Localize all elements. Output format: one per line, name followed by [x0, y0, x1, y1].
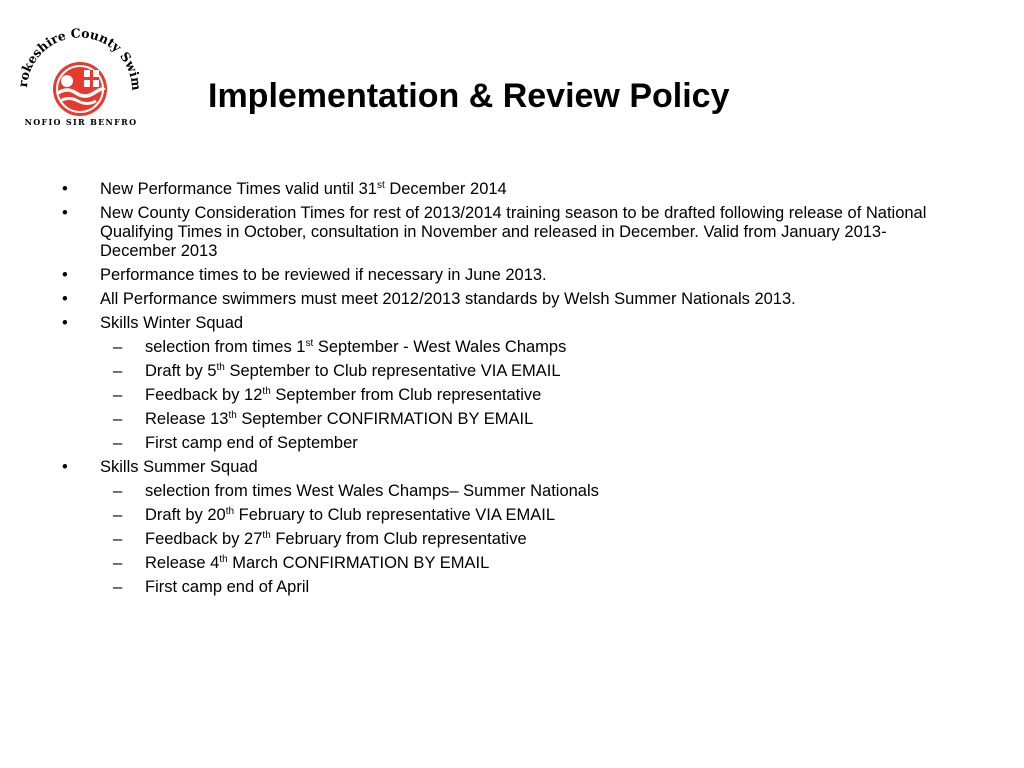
bullet-marker: • — [62, 290, 68, 308]
bullet-text: New Performance Times valid until 31st December 2014 — [100, 180, 507, 198]
bullet-marker: • — [62, 458, 68, 476]
bullet-text: Draft by 5th September to Club representative VIA EMAIL — [145, 362, 561, 380]
sub-bullet-item — [62, 386, 962, 405]
bullet-item — [62, 314, 962, 333]
bullet-text: Skills Winter Squad — [100, 314, 244, 332]
sub-bullet-item — [62, 482, 962, 501]
dash-marker: – — [113, 578, 123, 596]
bullet-text: Feedback by 27th February from Club representative — [145, 530, 527, 548]
dash-marker: – — [113, 410, 123, 428]
logo-ring-text: keshire County Swim — [18, 28, 144, 92]
bullet-text: Release 13th September CONFIRMATION BY EMAIL — [145, 410, 534, 428]
bullet-marker: • — [62, 266, 68, 284]
ordinal-suffix: st — [305, 338, 314, 349]
bullet-text: Performance times to be reviewed if necessary in June 2013. — [100, 266, 547, 284]
bullet-marker: • — [62, 180, 68, 198]
bullet-text: Release 4th March CONFIRMATION BY EMAIL — [145, 554, 490, 572]
bullet-item — [62, 290, 962, 309]
sub-bullet-item — [62, 578, 962, 597]
bullet-item — [62, 180, 962, 199]
bullet-text: All Performance swimmers must meet 2012/2013 standards by Welsh Summer Nationals 2013. — [100, 290, 796, 308]
slide-title: Implementation & Review Policy — [208, 77, 730, 115]
bullet-text: selection from times 1st September - West Wales Champs — [145, 338, 567, 356]
logo-graphic — [18, 28, 144, 130]
bullet-marker: • — [62, 314, 68, 332]
ordinal-suffix: th — [216, 362, 225, 373]
ordinal-suffix: th — [219, 554, 228, 565]
ordinal-suffix: st — [376, 180, 385, 191]
bullet-marker: • — [62, 204, 68, 222]
club-logo — [18, 28, 144, 130]
ordinal-suffix: th — [228, 410, 237, 421]
dash-marker: – — [113, 530, 123, 548]
bullet-text: First camp end of September — [145, 434, 358, 452]
logo-subtitle: NOFIO SIR BENFRO — [24, 117, 138, 127]
dash-marker: – — [113, 554, 123, 572]
dash-marker: – — [113, 506, 123, 524]
sub-bullet-item — [62, 362, 962, 381]
bullet-text: Draft by 20th February to Club representative VIA EMAIL — [145, 506, 556, 524]
sub-bullet-item — [62, 530, 962, 549]
bullet-text: First camp end of April — [145, 578, 310, 596]
bullet-text: selection from times West Wales Champs– Summer Nationals — [145, 482, 599, 500]
dash-marker: – — [113, 338, 123, 356]
ordinal-suffix: th — [225, 506, 235, 517]
bullet-list — [62, 180, 962, 602]
sub-bullet-item — [62, 338, 962, 357]
bullet-item — [62, 204, 962, 261]
bullet-item — [62, 458, 962, 477]
bullet-text: New County Consideration Times for rest of 2013/2014 training season to be drafted following release of National Qualifying Times in October, consultation in November and released in December. Valid from January 2013- December 2013 — [100, 204, 927, 260]
sub-bullet-item — [62, 554, 962, 573]
ordinal-suffix: th — [262, 530, 271, 541]
bullet-item — [62, 266, 962, 285]
dash-marker: – — [113, 386, 123, 404]
swimmer-icon — [61, 75, 73, 87]
bullet-text: Feedback by 12th September from Club representative — [145, 386, 542, 404]
dash-marker: – — [113, 434, 123, 452]
sub-bullet-item — [62, 410, 962, 429]
ordinal-suffix: th — [262, 386, 271, 397]
sub-bullet-item — [62, 506, 962, 525]
sub-bullet-item — [62, 434, 962, 453]
dash-marker: – — [113, 362, 123, 380]
bullet-text: Skills Summer Squad — [100, 458, 258, 476]
dash-marker: – — [113, 482, 123, 500]
